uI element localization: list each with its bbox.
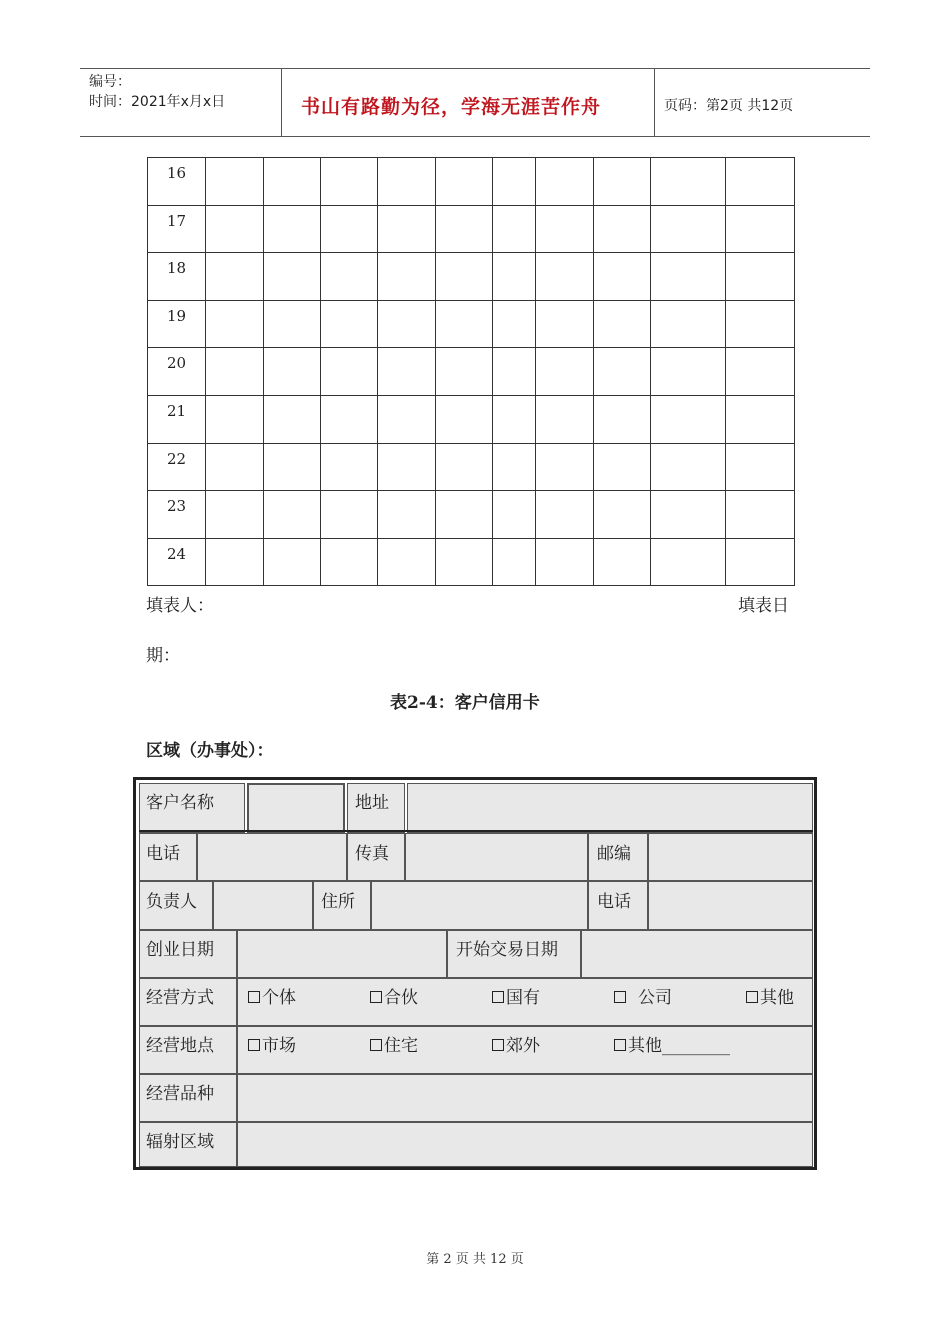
grid-row — [148, 491, 795, 539]
mode-option-company[interactable]: 公司 — [614, 983, 672, 1008]
grid-cell[interactable] — [321, 395, 378, 443]
grid-cell[interactable] — [264, 158, 321, 206]
business-mode-label: 经营方式 — [146, 988, 214, 1008]
grid-cell[interactable] — [206, 205, 264, 253]
checkbox-icon — [370, 991, 382, 1003]
time-label: 时间：2021年x月x日 — [89, 94, 226, 110]
grid-cell[interactable] — [206, 253, 264, 301]
grid-cell[interactable] — [436, 395, 493, 443]
grid-cell[interactable] — [378, 443, 436, 491]
place-option-suburb[interactable]: 郊外 — [492, 1031, 540, 1056]
grid-cell[interactable] — [651, 348, 726, 396]
row-number: 16 — [148, 158, 206, 206]
phone-label: 电话 — [146, 844, 180, 864]
grid-cell[interactable] — [378, 253, 436, 301]
checkbox-icon — [614, 991, 626, 1003]
grid-cell[interactable] — [436, 205, 493, 253]
grid-cell[interactable] — [536, 348, 594, 396]
grid-cell[interactable] — [493, 158, 536, 206]
page-info: 页码：第2页 共12页 — [664, 98, 794, 114]
grid-cell[interactable] — [594, 158, 651, 206]
grid-cell[interactable] — [378, 491, 436, 539]
grid-row — [148, 205, 795, 253]
mode-option-state[interactable]: 国有 — [492, 983, 540, 1008]
grid-cell[interactable] — [206, 443, 264, 491]
grid-cell[interactable] — [726, 348, 795, 396]
code-label: 编号： — [89, 74, 131, 90]
grid-cell[interactable] — [594, 253, 651, 301]
row-number: 19 — [148, 300, 206, 348]
grid-cell[interactable] — [378, 158, 436, 206]
grid-row — [148, 253, 795, 301]
checkbox-icon — [248, 991, 260, 1003]
fill-date-label-2: 期： — [146, 646, 180, 666]
grid-row — [148, 395, 795, 443]
grid-cell[interactable] — [536, 538, 594, 586]
place-option-other[interactable]: 其他________ — [614, 1031, 730, 1056]
residence-input[interactable] — [371, 881, 588, 930]
grid-cell[interactable] — [321, 158, 378, 206]
motto: 书山有路勤为径，学海无涯苦作舟 — [301, 96, 602, 118]
header-bottom-rule — [80, 136, 870, 137]
grid-cell[interactable] — [378, 348, 436, 396]
grid-cell[interactable] — [321, 443, 378, 491]
grid-cell[interactable] — [436, 443, 493, 491]
grid-cell[interactable] — [651, 491, 726, 539]
grid-cell[interactable] — [594, 300, 651, 348]
grid-cell[interactable] — [493, 253, 536, 301]
grid-cell[interactable] — [321, 538, 378, 586]
address-label: 地址 — [355, 793, 389, 813]
grid-cell[interactable] — [651, 443, 726, 491]
grid-cell[interactable] — [378, 205, 436, 253]
checkbox-icon — [492, 1039, 504, 1051]
grid-row — [148, 538, 795, 586]
grid-cell[interactable] — [264, 491, 321, 539]
postcode-input[interactable] — [648, 833, 813, 881]
grid-cell[interactable] — [726, 491, 795, 539]
grid-row — [148, 300, 795, 348]
grid-cell[interactable] — [436, 158, 493, 206]
grid-cell[interactable] — [436, 253, 493, 301]
grid-cell[interactable] — [536, 300, 594, 348]
mode-option-individual[interactable]: 个体 — [248, 983, 296, 1008]
manager-input[interactable] — [213, 881, 313, 930]
grid-cell[interactable] — [436, 491, 493, 539]
grid-row — [148, 348, 795, 396]
header-divider-1 — [281, 69, 282, 136]
place-option-residence[interactable]: 住宅 — [370, 1031, 418, 1056]
grid-cell[interactable] — [321, 253, 378, 301]
phone2-label: 电话 — [597, 892, 631, 912]
grid-cell[interactable] — [321, 205, 378, 253]
radiation-area-input[interactable] — [237, 1122, 813, 1167]
grid-cell[interactable] — [726, 443, 795, 491]
grid-cell[interactable] — [726, 253, 795, 301]
grid-cell[interactable] — [206, 158, 264, 206]
row-number: 17 — [148, 205, 206, 253]
phone2-input[interactable] — [648, 881, 813, 930]
grid-cell[interactable] — [264, 205, 321, 253]
header-divider-2 — [654, 69, 655, 136]
grid-cell[interactable] — [594, 538, 651, 586]
grid-cell[interactable] — [493, 300, 536, 348]
grid-cell[interactable] — [493, 491, 536, 539]
grid-cell[interactable] — [206, 395, 264, 443]
grid-cell[interactable] — [726, 395, 795, 443]
grid-cell[interactable] — [264, 538, 321, 586]
grid-cell[interactable] — [493, 538, 536, 586]
grid-cell[interactable] — [378, 538, 436, 586]
grid-cell[interactable] — [536, 158, 594, 206]
grid-cell[interactable] — [206, 300, 264, 348]
grid-cell[interactable] — [536, 253, 594, 301]
place-option-market[interactable]: 市场 — [248, 1031, 296, 1056]
grid-cell[interactable] — [726, 205, 795, 253]
grid-row — [148, 443, 795, 491]
manager-label: 负责人 — [146, 892, 197, 912]
grid-cell[interactable] — [594, 205, 651, 253]
row-number: 22 — [148, 443, 206, 491]
grid-cell[interactable] — [536, 443, 594, 491]
grid-cell[interactable] — [321, 348, 378, 396]
grid-cell[interactable] — [378, 395, 436, 443]
checkbox-icon — [248, 1039, 260, 1051]
grid-cell[interactable] — [264, 300, 321, 348]
grid-cell[interactable] — [726, 538, 795, 586]
table-title: 表2-4：客户信用卡 — [390, 693, 540, 713]
grid-cell[interactable] — [264, 443, 321, 491]
page-footer: 第 2 页 共 12 页 — [426, 1252, 524, 1267]
mode-option-partnership[interactable]: 合伙 — [370, 983, 418, 1008]
grid-cell[interactable] — [651, 538, 726, 586]
checkbox-icon — [614, 1039, 626, 1051]
checkbox-icon — [492, 991, 504, 1003]
grid-cell[interactable] — [594, 443, 651, 491]
fax-label: 传真 — [355, 844, 389, 864]
business-variety-input[interactable] — [237, 1074, 813, 1122]
phone-input[interactable] — [197, 833, 347, 881]
business-variety-label: 经营品种 — [146, 1084, 214, 1104]
grid-cell[interactable] — [206, 348, 264, 396]
customer-name-label: 客户名称 — [146, 793, 214, 813]
grid-cell[interactable] — [436, 538, 493, 586]
grid-cell[interactable] — [436, 300, 493, 348]
row1-rule — [139, 830, 813, 832]
residence-label: 住所 — [321, 892, 355, 912]
grid-cell[interactable] — [378, 300, 436, 348]
start-trade-label: 开始交易日期 — [456, 940, 558, 960]
grid-cell[interactable] — [493, 205, 536, 253]
region-label: 区域（办事处）： — [146, 741, 274, 761]
founded-input[interactable] — [237, 930, 447, 978]
grid-cell[interactable] — [436, 348, 493, 396]
checkbox-icon — [370, 1039, 382, 1051]
grid-cell[interactable] — [536, 205, 594, 253]
grid-cell[interactable] — [536, 491, 594, 539]
address-input[interactable] — [407, 783, 813, 833]
grid-cell[interactable] — [206, 538, 264, 586]
mode-option-other[interactable]: 其他 — [746, 983, 794, 1008]
grid-cell[interactable] — [206, 491, 264, 539]
grid-cell[interactable] — [594, 395, 651, 443]
grid-cell[interactable] — [493, 348, 536, 396]
grid-cell[interactable] — [493, 443, 536, 491]
row-number: 23 — [148, 491, 206, 539]
grid-cell[interactable] — [264, 253, 321, 301]
grid-cell[interactable] — [536, 395, 594, 443]
header-top-rule — [80, 68, 870, 69]
grid-cell[interactable] — [651, 395, 726, 443]
grid-row — [148, 158, 795, 206]
checkbox-icon — [746, 991, 758, 1003]
postcode-label: 邮编 — [597, 844, 631, 864]
grid-cell[interactable] — [726, 158, 795, 206]
grid-cell[interactable] — [321, 300, 378, 348]
row-number: 20 — [148, 348, 206, 396]
row-number: 18 — [148, 253, 206, 301]
credit-card-form — [133, 777, 817, 1170]
grid-cell[interactable] — [264, 395, 321, 443]
start-trade-input[interactable] — [581, 930, 813, 978]
business-place-label: 经营地点 — [146, 1036, 214, 1056]
row-number: 24 — [148, 538, 206, 586]
grid-cell[interactable] — [493, 395, 536, 443]
grid-cell[interactable] — [726, 300, 795, 348]
founded-label: 创业日期 — [146, 940, 214, 960]
radiation-area-label: 辐射区域 — [146, 1132, 214, 1152]
customer-name-input[interactable] — [247, 783, 345, 833]
grid-cell[interactable] — [594, 491, 651, 539]
fill-date-label-1: 填表日 — [738, 596, 789, 616]
grid-cell[interactable] — [651, 300, 726, 348]
record-grid — [147, 157, 795, 586]
row-number: 21 — [148, 395, 206, 443]
grid-cell[interactable] — [651, 253, 726, 301]
fax-input[interactable] — [405, 833, 588, 881]
grid-cell[interactable] — [651, 158, 726, 206]
grid-cell[interactable] — [264, 348, 321, 396]
grid-cell[interactable] — [594, 348, 651, 396]
grid-cell[interactable] — [321, 491, 378, 539]
filler-label: 填表人： — [146, 596, 214, 616]
grid-cell[interactable] — [651, 205, 726, 253]
